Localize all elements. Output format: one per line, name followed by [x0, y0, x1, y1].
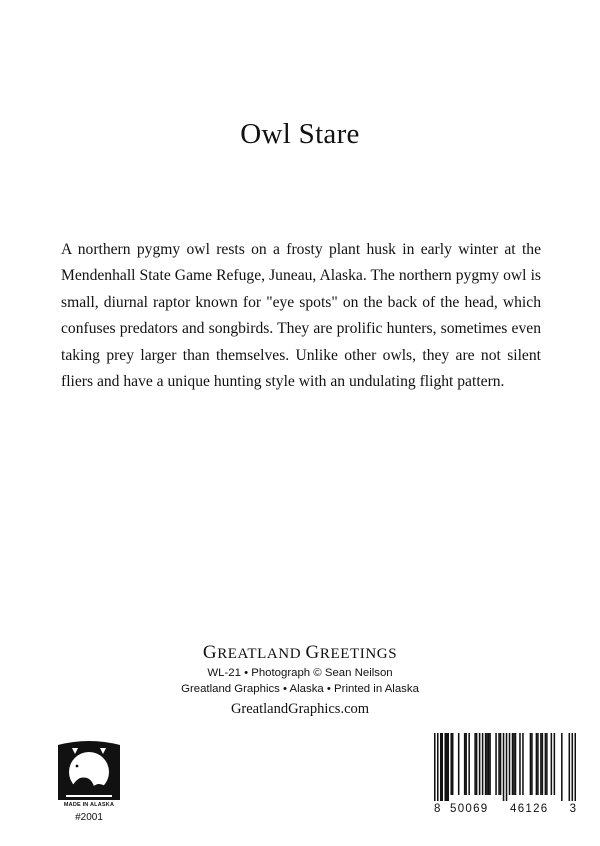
barcode-left-group: 50069: [450, 803, 489, 815]
brand-rest-2: REETINGS: [319, 646, 398, 662]
card-description: A northern pygmy owl rests on a frosty plant husk in early winter at the Mendenhall State Game Refuge, Juneau, Alaska. The northern pygmy owl is small, diurnal raptor known for "eye spots" on the back of the head, which confuses predators and songbirds. They are prolific hunters, sometimes even taking prey larger than themselves. Unlike other owls, they are not silent fliers and have a unique hunting style with an undulating flight pattern.: [61, 241, 541, 391]
barcode-check-digit: 3: [569, 803, 576, 815]
credit-line: WL-21 • Photograph © Sean Neilson: [207, 667, 393, 679]
publisher-block: [0, 642, 600, 720]
barcode-right-group: 46126: [510, 803, 549, 815]
catalog-number: #2001: [75, 812, 103, 823]
card-title: Owl Stare: [240, 118, 360, 150]
publisher-line: Greatland Graphics • Alaska • Printed in Alaska: [181, 683, 419, 695]
website-link[interactable]: GreatlandGraphics.com: [230, 701, 370, 717]
brand-initial-2: G: [305, 642, 320, 663]
brand-initial-1: G: [202, 642, 218, 663]
publisher-brand: [0, 642, 600, 665]
brand-rest-1: REATLAND: [217, 646, 302, 662]
polar-bear-logo-icon: [58, 738, 120, 800]
barcode-first-digit: 8: [434, 803, 441, 815]
made-in-alaska-label: MADE IN ALASKA: [63, 802, 115, 808]
barcode-digits: [434, 803, 576, 821]
barcode-icon: [434, 733, 576, 801]
